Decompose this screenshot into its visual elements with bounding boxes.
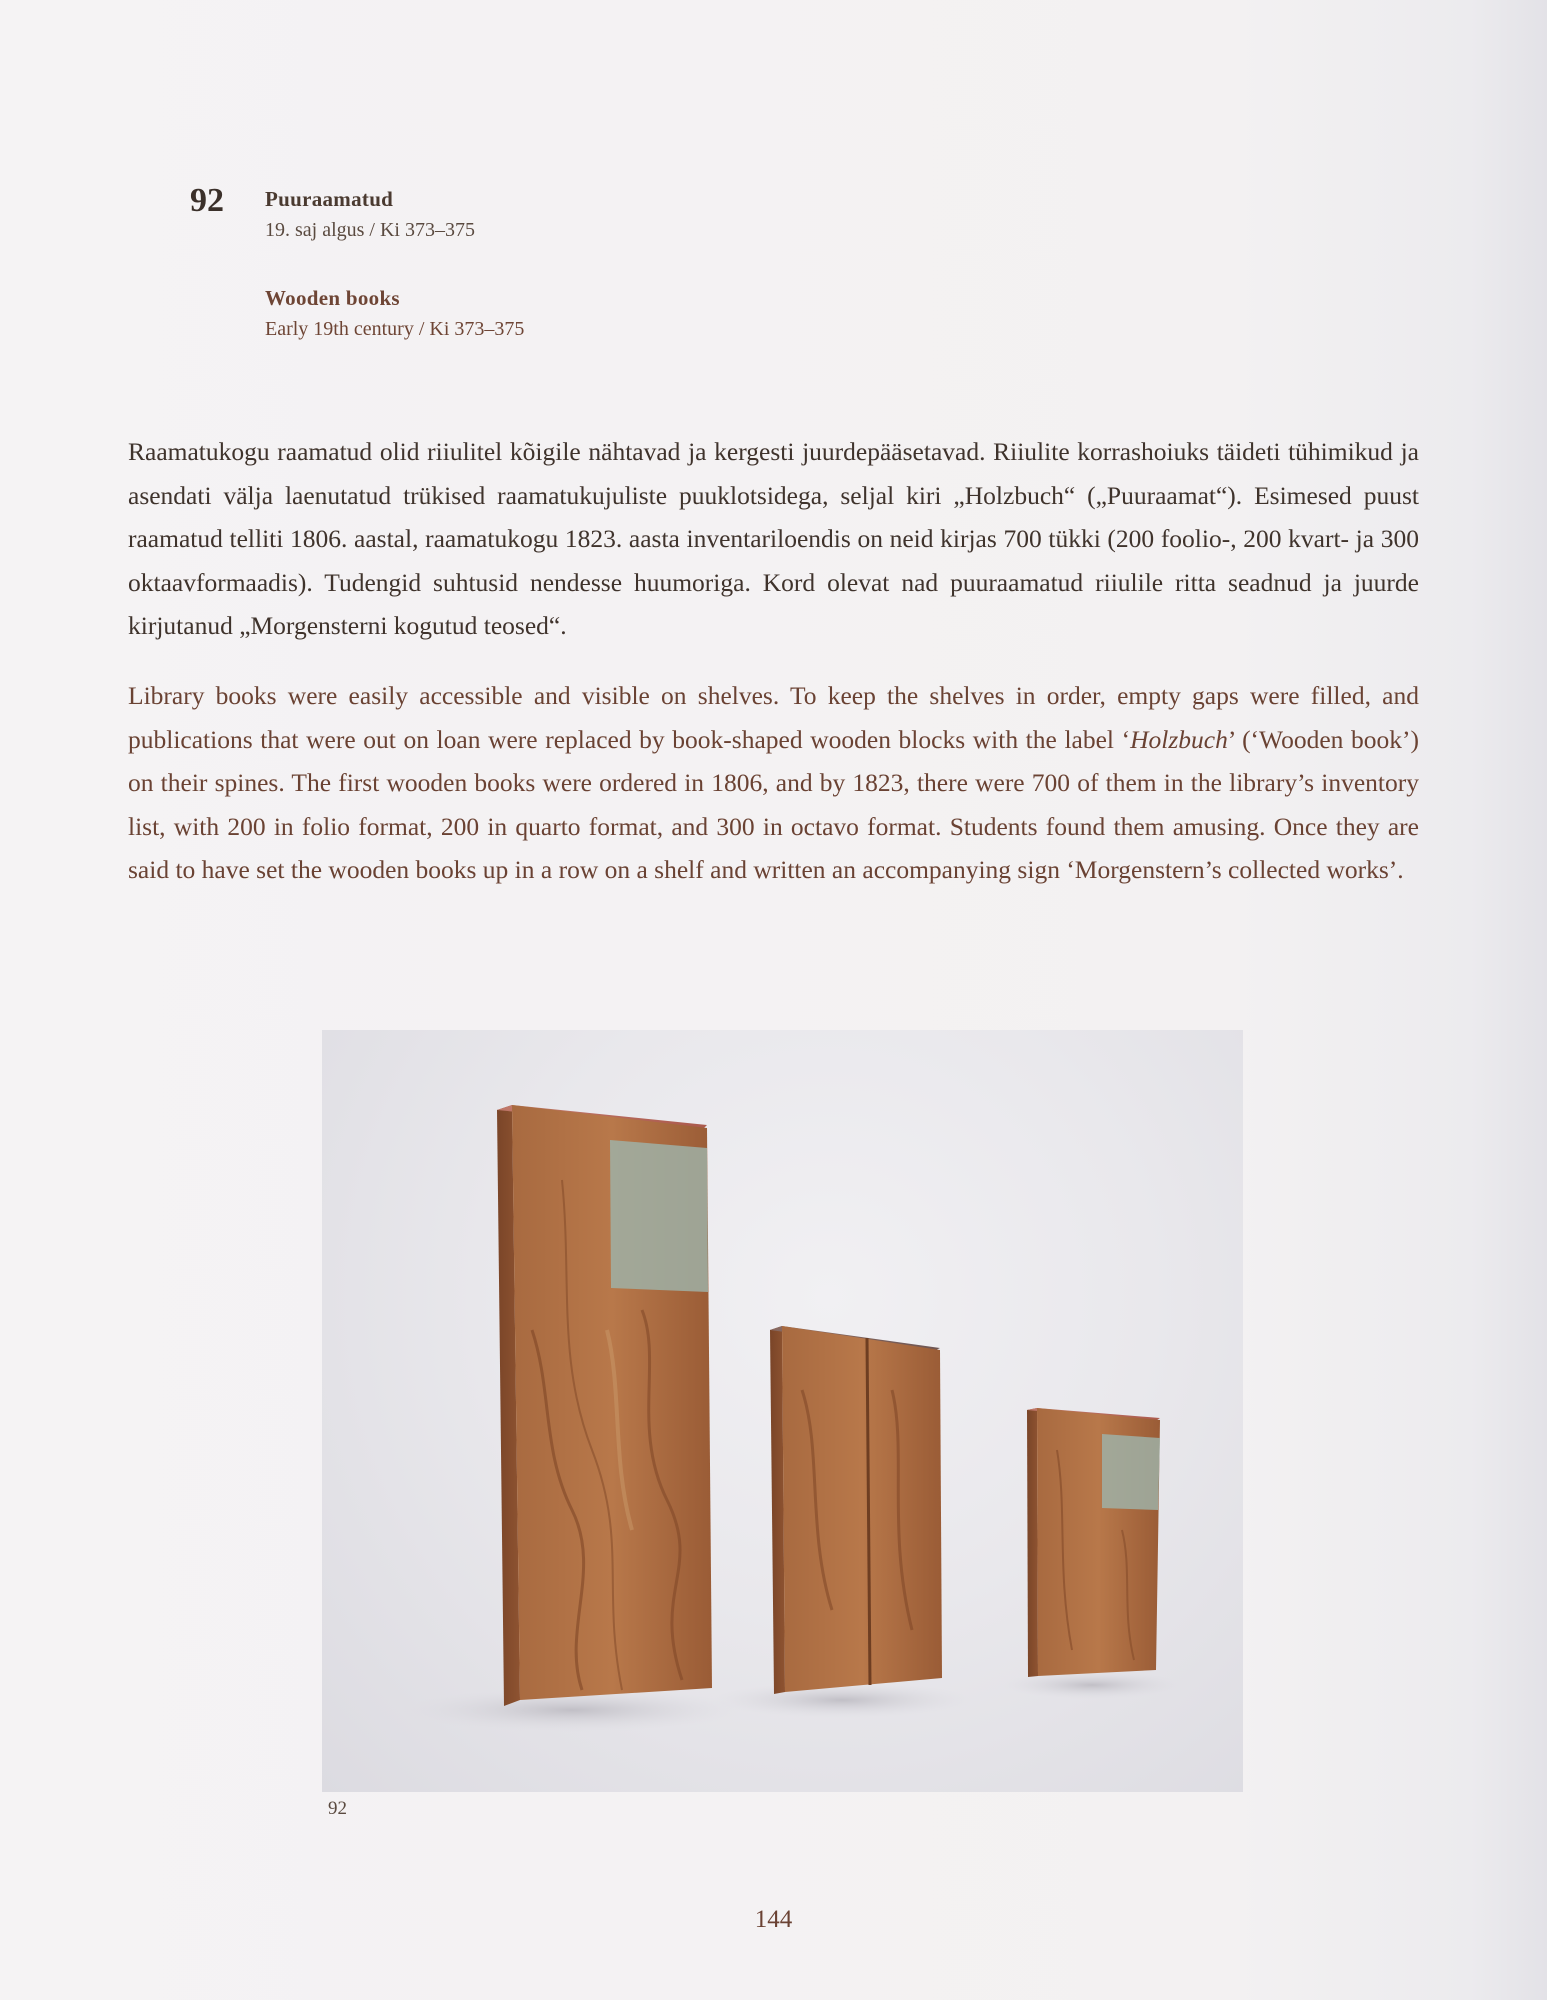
paragraph-estonian: Raamatukogu raamatud olid riiulitel kõigile nähtavad ja kergesti juurdepääsetavad. Riiulite korrashoiuks täideti tühimikud ja asendati välja laenutatud trükised raamatukujuliste puuklotsidega, seljal kiri „Holzbuch“ („Puuraamat“). Esimesed puust raamatud telliti 1806. aastal, raamatukogu 1823. aasta inventariloendis on neid kirjas 700 tükki (200 foolio-, 200 kvart- ja 300 oktaavformaadis). Tudengid suhtusid nendesse huumoriga. Kord olevat nad puuraamatud riiulile ritta seadnud ja juurde kirjutanud „Morgensterni kogutud teosed“. — [128, 437, 1419, 640]
paragraph-english-italic: Holzbuch — [1130, 724, 1228, 754]
entry-meta-estonian: 19. saj algus / Ki 373–375 — [265, 219, 475, 241]
wooden-books-photo — [322, 1030, 1243, 1792]
page-number: 144 — [754, 1906, 793, 1933]
paragraph-english-part1: Library books were easily accessible and visible on shelves. To keep the shelves in order, empty gaps were filled, and publications that were out on loan were replaced by book-shaped wooden blocks with the label ‘ — [128, 681, 1419, 754]
shadow-medium-book — [712, 1682, 972, 1718]
photo-caption: 92 — [328, 1798, 347, 1819]
entry-english — [265, 283, 885, 345]
small-book-label — [1102, 1434, 1160, 1510]
entry-estonian — [265, 184, 885, 246]
paragraph-english — [128, 674, 1419, 892]
large-wooden-book — [497, 1105, 712, 1706]
entry-title-english: Wooden books — [265, 286, 400, 310]
paragraph-english-part2: ’ (‘Wooden book’) on their spines. The first wooden books were ordered in 1806, and by 1823, there were 700 of them in the library’s inventory list, with 200 in folio format, 200 in quarto format, and 300 in octavo format. Students found them amusing. Once they are said to have set the wooden books up in a row on a shelf and written an accompanying sign ‘Morgenstern’s collected works’. — [128, 724, 1419, 884]
wooden-books-illustration — [322, 1030, 1243, 1792]
large-book-label — [610, 1140, 708, 1292]
entry-title-estonian: Puuraamatud — [265, 187, 394, 211]
entry-meta-english: Early 19th century / Ki 373–375 — [265, 318, 525, 340]
small-wooden-book — [1027, 1408, 1160, 1677]
medium-wooden-book — [770, 1326, 942, 1694]
entry-number: 92 — [190, 182, 224, 219]
